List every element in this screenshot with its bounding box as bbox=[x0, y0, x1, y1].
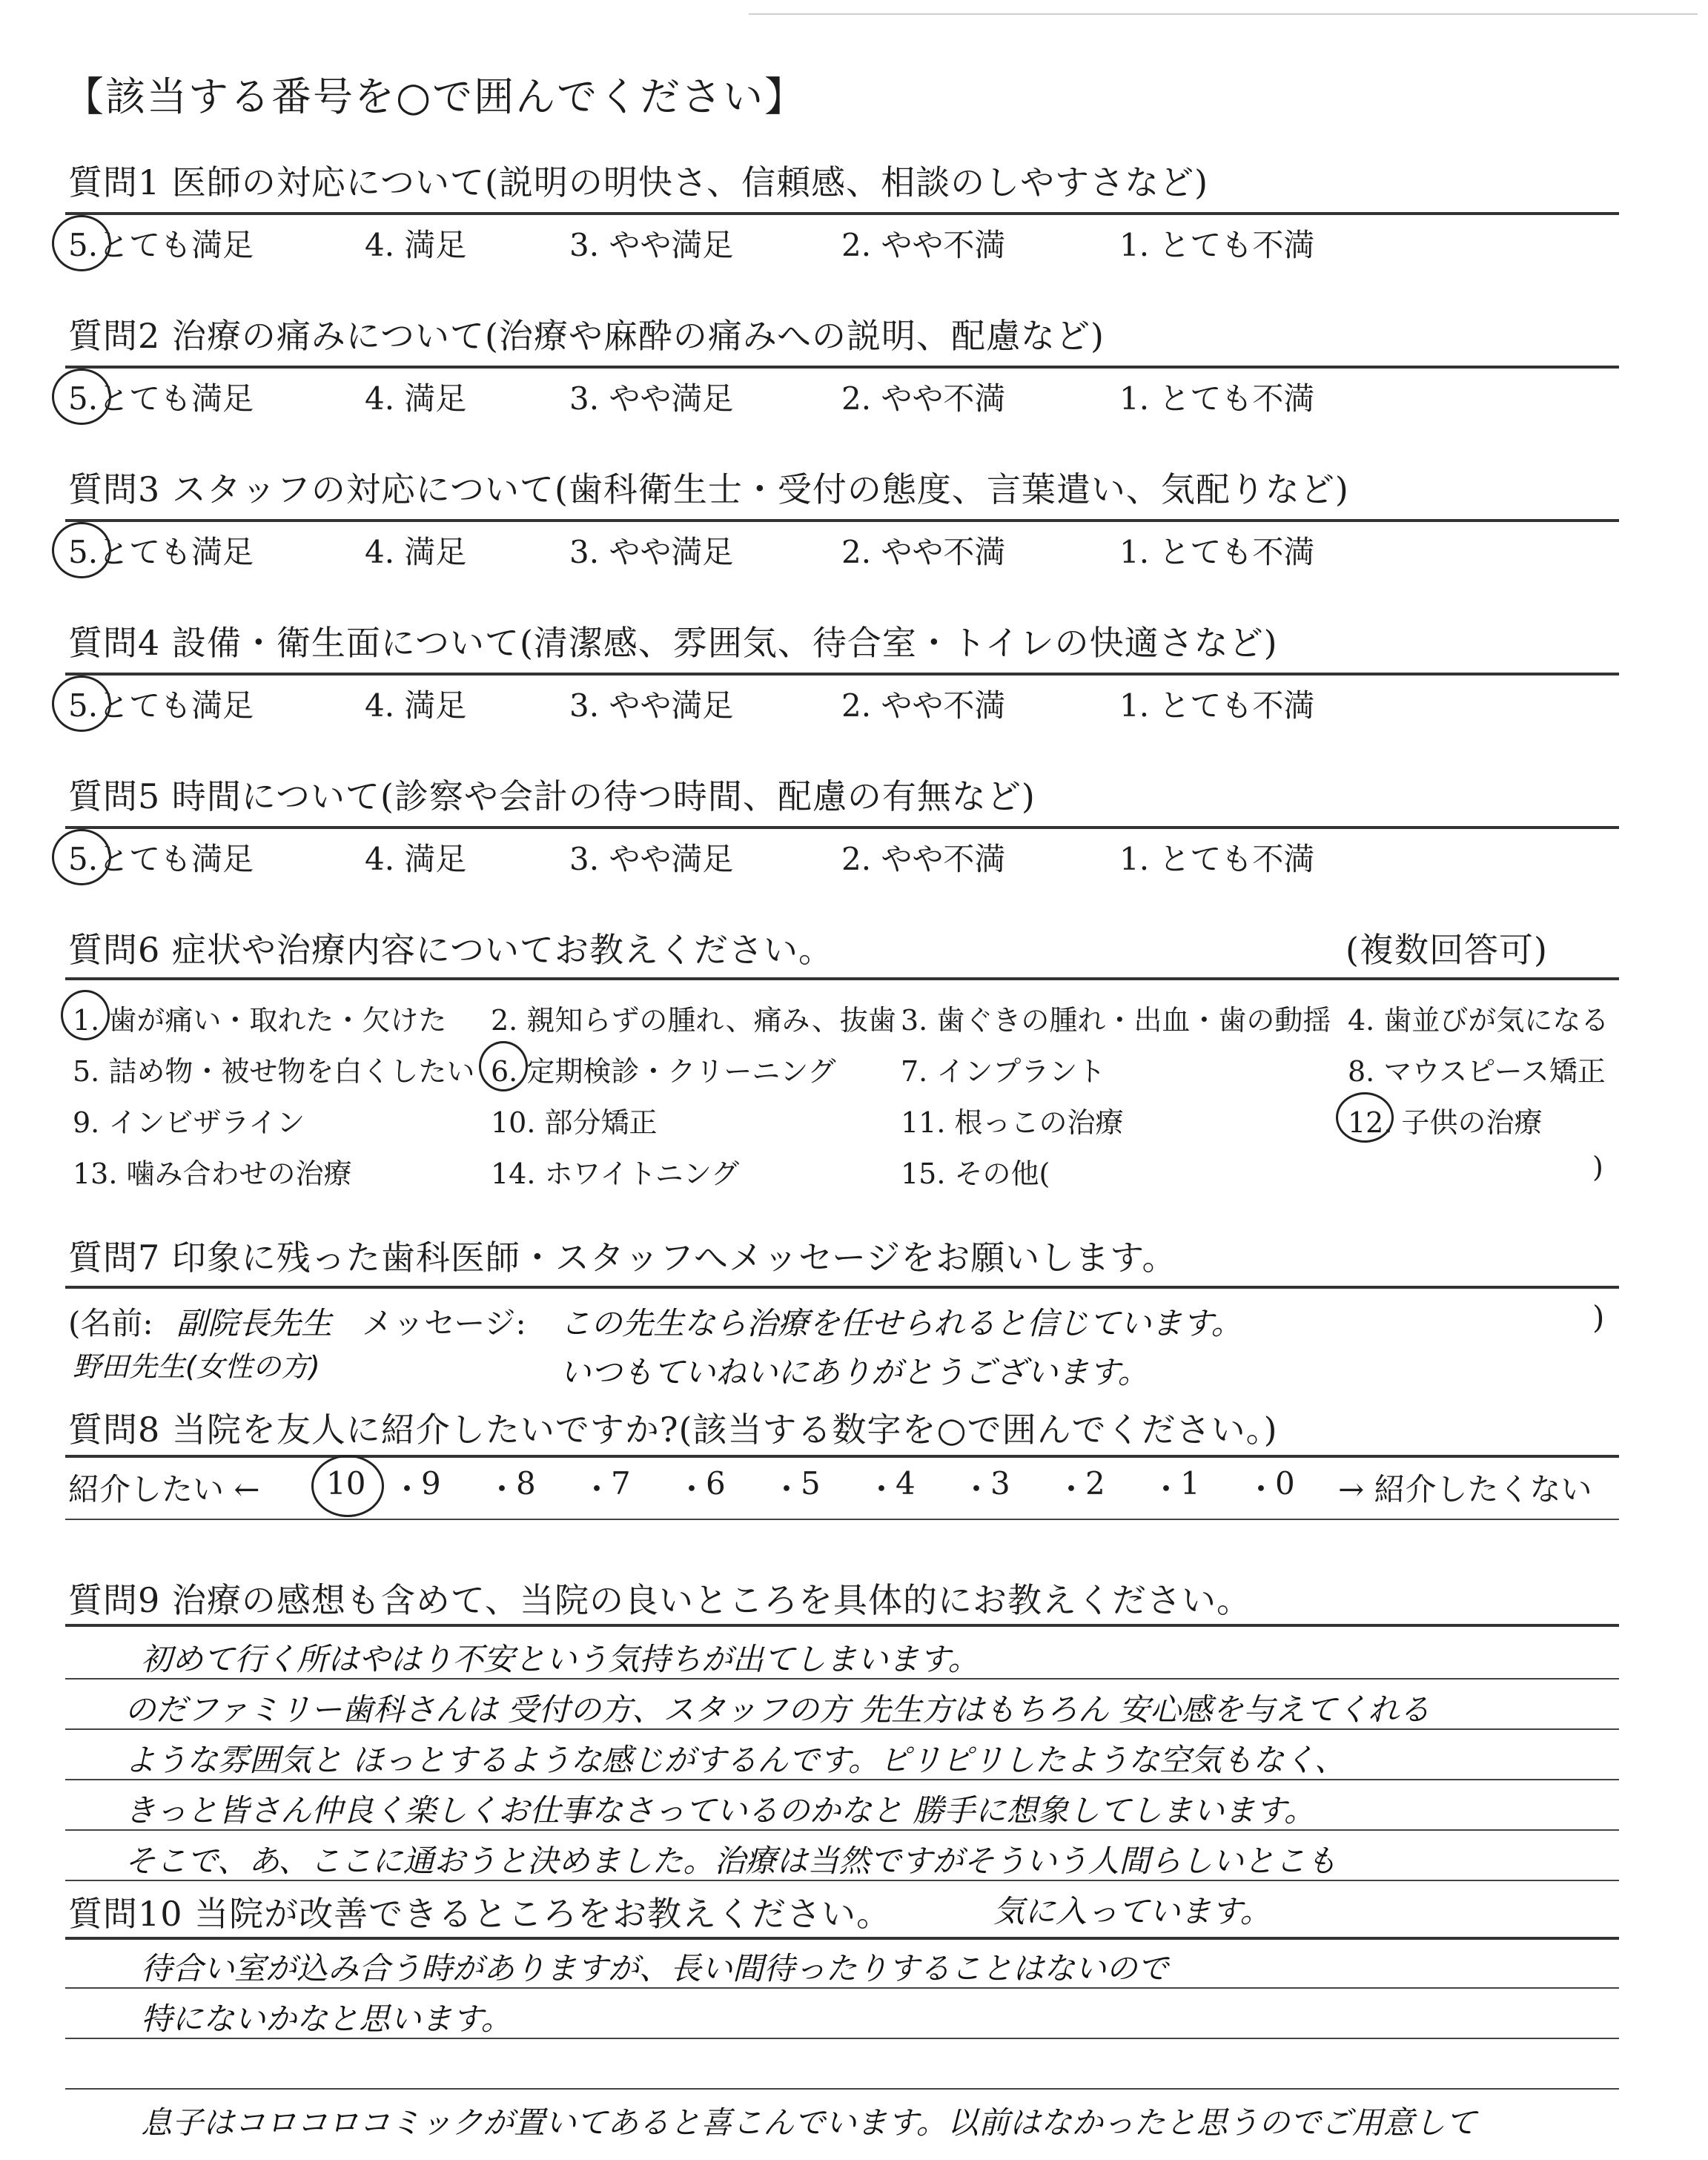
q8-separator-dot: ・ bbox=[391, 1471, 423, 1507]
q6-option-5[interactable]: 5. 詰め物・被せ物を白くしたい bbox=[73, 1055, 475, 1088]
q5-option-4[interactable]: 4. 満足 bbox=[365, 841, 467, 877]
q5-title: 質問5 時間について(診察や会計の待つ時間、配慮の有無など) bbox=[68, 776, 1036, 816]
q9-answer-tail: 気に入っています。 bbox=[993, 1893, 1271, 1929]
q8-separator-dot: ・ bbox=[961, 1471, 993, 1507]
q9-line-5 bbox=[65, 1880, 1619, 1881]
q2-rule bbox=[65, 366, 1619, 369]
q6-option-14[interactable]: 14. ホワイトニング bbox=[491, 1157, 740, 1190]
q4-option-4[interactable]: 4. 満足 bbox=[365, 687, 467, 724]
q4-option-1[interactable]: 1. とても不満 bbox=[1119, 687, 1315, 724]
q7-message-label: メッセージ: bbox=[362, 1305, 526, 1341]
q8-separator-dot: ・ bbox=[866, 1471, 898, 1507]
q6-option-11[interactable]: 11. 根っこの治療 bbox=[901, 1106, 1124, 1139]
q9-title: 質問9 治療の感想も含めて、当院の良いところを具体的にお教えください。 bbox=[68, 1580, 1251, 1620]
q8-value-0[interactable]: 0 bbox=[1275, 1465, 1295, 1502]
q3-option-4[interactable]: 4. 満足 bbox=[365, 534, 467, 570]
q8-separator-dot: ・ bbox=[1245, 1471, 1277, 1507]
q8-separator-dot: ・ bbox=[486, 1471, 518, 1507]
q9-rule bbox=[65, 1624, 1619, 1627]
q5-option-2[interactable]: 2. やや不満 bbox=[841, 841, 1006, 877]
q10-answer-line-1: 待合い室が込み合う時がありますが、長い間待ったりすることはないので bbox=[141, 1950, 1169, 1986]
q1-option-3[interactable]: 3. やや満足 bbox=[569, 227, 734, 263]
q9-answer-line-2: のだファミリー歯科さんは 受付の方、スタッフの方 先生方はもちろん 安心感を与えてくれる bbox=[125, 1691, 1431, 1728]
q8-rule bbox=[65, 1455, 1619, 1458]
q3-option-3[interactable]: 3. やや満足 bbox=[569, 534, 734, 570]
q9-line-2 bbox=[65, 1728, 1619, 1730]
q8-separator-dot: ・ bbox=[771, 1471, 803, 1507]
q9-answer-line-1: 初めて行く所はやはり不安という気持ちが出てしまいます。 bbox=[141, 1641, 979, 1677]
q6-title: 質問6 症状や治療内容についてお教えください。 bbox=[68, 930, 833, 970]
q2-option-2[interactable]: 2. やや不満 bbox=[841, 380, 1006, 417]
q8-separator-dot: ・ bbox=[676, 1471, 708, 1507]
q5-rule bbox=[65, 826, 1619, 829]
selection-circle bbox=[52, 676, 111, 732]
q1-rule bbox=[65, 212, 1619, 215]
q6-note: (複数回答可) bbox=[1345, 930, 1548, 970]
scan-edge-line bbox=[749, 13, 1698, 15]
q5-option-1[interactable]: 1. とても不満 bbox=[1119, 841, 1315, 877]
q7-name-handwritten: 副院長先生 bbox=[176, 1305, 333, 1341]
q2-title: 質問2 治療の痛みについて(治療や麻酔の痛みへの説明、配慮など) bbox=[68, 316, 1105, 356]
q10-title: 質問10 当院が改善できるところをお教えください。 bbox=[68, 1894, 892, 1934]
q6-option-4[interactable]: 4. 歯並びが気になる bbox=[1348, 1004, 1609, 1037]
selection-circle bbox=[1336, 1092, 1394, 1143]
q10-line-1 bbox=[65, 1987, 1619, 1989]
q6-option-15[interactable]: 15. その他( bbox=[901, 1157, 1050, 1190]
q1-option-5[interactable]: 5.とても満足 bbox=[68, 227, 254, 263]
q8-value-2[interactable]: 2 bbox=[1085, 1465, 1105, 1502]
q7-close-paren: ) bbox=[1592, 1299, 1605, 1335]
q10-line-2 bbox=[65, 2038, 1619, 2039]
q3-rule bbox=[65, 519, 1619, 522]
q1-option-1[interactable]: 1. とても不満 bbox=[1119, 227, 1315, 263]
q8-value-5[interactable]: 5 bbox=[801, 1465, 821, 1502]
selection-circle bbox=[52, 215, 111, 271]
q8-value-3[interactable]: 3 bbox=[990, 1465, 1010, 1502]
q8-bottom-rule bbox=[65, 1519, 1619, 1520]
q1-option-2[interactable]: 2. やや不満 bbox=[841, 227, 1006, 263]
q8-value-6[interactable]: 6 bbox=[706, 1465, 726, 1502]
q1-option-4[interactable]: 4. 満足 bbox=[365, 227, 467, 263]
q9-answer-line-4: きっと皆さん仲良く楽しくお仕事なさっているのかなと 勝手に想象してしまいます。 bbox=[125, 1792, 1315, 1829]
q8-value-9[interactable]: 9 bbox=[421, 1465, 441, 1502]
q8-value-7[interactable]: 7 bbox=[611, 1465, 631, 1502]
q7-message-line-1: この先生なら治療を任せられると信じています。 bbox=[560, 1305, 1242, 1341]
q6-option-9[interactable]: 9. インビザライン bbox=[73, 1106, 305, 1139]
q7-name-label: (名前: bbox=[68, 1305, 153, 1341]
q2-option-5[interactable]: 5.とても満足 bbox=[68, 380, 254, 417]
q2-option-4[interactable]: 4. 満足 bbox=[365, 380, 467, 417]
q4-option-2[interactable]: 2. やや不満 bbox=[841, 687, 1006, 724]
q6-other-close-paren: ) bbox=[1592, 1151, 1603, 1183]
selection-circle bbox=[61, 990, 110, 1040]
q7-title: 質問7 印象に残った歯科医師・スタッフへメッセージをお願いします。 bbox=[68, 1238, 1177, 1278]
q9-line-1 bbox=[65, 1678, 1619, 1680]
q3-option-2[interactable]: 2. やや不満 bbox=[841, 534, 1006, 570]
q7-rule bbox=[65, 1286, 1619, 1289]
q6-option-3[interactable]: 3. 歯ぐきの腫れ・出血・歯の動揺 bbox=[901, 1004, 1331, 1037]
q8-separator-dot: ・ bbox=[1056, 1471, 1088, 1507]
q3-option-1[interactable]: 1. とても不満 bbox=[1119, 534, 1315, 570]
q6-option-1[interactable]: 1. 歯が痛い・取れた・欠けた bbox=[73, 1004, 447, 1037]
q4-rule bbox=[65, 673, 1619, 676]
instruction-header: 【該当する番号を○で囲んでください】 bbox=[64, 73, 807, 120]
q4-title: 質問4 設備・衛生面について(清潔感、雰囲気、待合室・トイレの快適さなど) bbox=[68, 623, 1278, 663]
q2-option-1[interactable]: 1. とても不満 bbox=[1119, 380, 1315, 417]
selection-circle bbox=[479, 1041, 528, 1091]
q8-value-8[interactable]: 8 bbox=[516, 1465, 536, 1502]
q6-rule bbox=[65, 977, 1619, 980]
q6-option-2[interactable]: 2. 親知らずの腫れ、痛み、抜歯 bbox=[491, 1004, 896, 1037]
q5-option-5[interactable]: 5.とても満足 bbox=[68, 841, 254, 877]
q10-line-3 bbox=[65, 2088, 1619, 2090]
q8-value-10[interactable]: 10 bbox=[326, 1465, 366, 1502]
q8-right-label: → 紹介したくない bbox=[1338, 1471, 1592, 1507]
selection-circle bbox=[52, 829, 111, 885]
q6-option-6[interactable]: 6. 定期検診・クリーニング bbox=[491, 1055, 836, 1088]
q10-extra-line: 息子はコロコロコミックが置いてあると喜こんでいます。以前はなかったと思うのでご用意して bbox=[141, 2104, 1477, 2141]
q1-title: 質問1 医師の対応について(説明の明快さ、信頼感、相談のしやすさなど) bbox=[68, 162, 1209, 202]
q4-option-3[interactable]: 3. やや満足 bbox=[569, 687, 734, 724]
q8-title: 質問8 当院を友人に紹介したいですか?(該当する数字を○で囲んでください。) bbox=[68, 1410, 1278, 1450]
q7-message-line-2: いつもていねいにありがとうございます。 bbox=[560, 1354, 1149, 1390]
q9-answer-line-5: そこで、あ、ここに通おうと決めました。治療は当然ですがそういう人間らしいとこも bbox=[125, 1843, 1337, 1879]
q6-option-8[interactable]: 8. マウスピース矯正 bbox=[1348, 1055, 1606, 1088]
q9-answer-line-3: ような雰囲気と ほっとするような感じがするんです。ピリピリしたような空気もなく、 bbox=[125, 1742, 1346, 1778]
q6-option-13[interactable]: 13. 噛み合わせの治療 bbox=[73, 1157, 352, 1190]
q10-answer-line-2: 特にないかなと思います。 bbox=[141, 2001, 512, 2037]
q9-line-4 bbox=[65, 1829, 1619, 1831]
q8-value-1[interactable]: 1 bbox=[1180, 1465, 1200, 1502]
q9-line-3 bbox=[65, 1779, 1619, 1780]
q6-option-7[interactable]: 7. インプラント bbox=[901, 1055, 1106, 1088]
q8-value-4[interactable]: 4 bbox=[896, 1465, 916, 1502]
q6-option-10[interactable]: 10. 部分矯正 bbox=[491, 1106, 658, 1139]
q8-left-label: 紹介したい ← bbox=[68, 1471, 260, 1507]
q10-rule bbox=[65, 1937, 1619, 1940]
q6-option-12[interactable]: 12. 子供の治療 bbox=[1348, 1106, 1543, 1139]
q4-option-5[interactable]: 5.とても満足 bbox=[68, 687, 254, 724]
q8-separator-dot: ・ bbox=[581, 1471, 613, 1507]
q5-option-3[interactable]: 3. やや満足 bbox=[569, 841, 734, 877]
q7-name-handwritten-2: 野田先生(女性の方) bbox=[73, 1350, 320, 1383]
selection-circle bbox=[311, 1455, 384, 1517]
q8-separator-dot: ・ bbox=[1151, 1471, 1182, 1507]
selection-circle bbox=[52, 369, 111, 425]
q2-option-3[interactable]: 3. やや満足 bbox=[569, 380, 734, 417]
q3-option-5[interactable]: 5.とても満足 bbox=[68, 534, 254, 570]
q3-title: 質問3 スタッフの対応について(歯科衛生士・受付の態度、言葉遣い、気配りなど) bbox=[68, 469, 1349, 509]
selection-circle bbox=[52, 522, 111, 578]
